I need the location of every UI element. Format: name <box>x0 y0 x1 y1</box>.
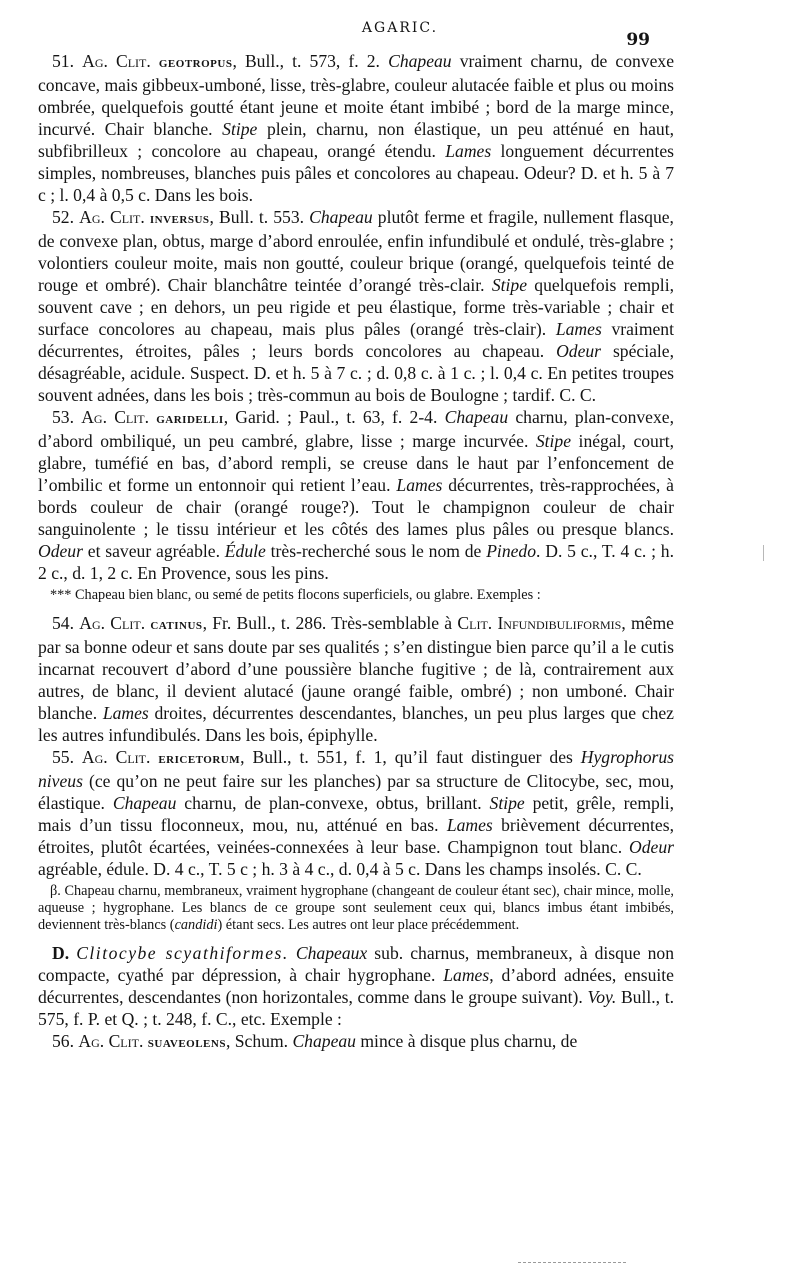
text-run: mince à disque plus charnu, de <box>355 1031 578 1051</box>
running-head: AGARIC. <box>361 20 439 36</box>
genus-abbrev: Ag. Clit. <box>81 747 151 767</box>
text-run: Très-semblable à <box>331 613 458 633</box>
italic-run: Pinedo <box>486 541 537 561</box>
text-run: charnu, de plan-convexe, obtus, brillant. <box>176 793 490 813</box>
section-label: D. <box>52 943 70 963</box>
genus-abbrev: Ag. Clit. <box>79 207 145 227</box>
text-run: spéciale, désagréable, acidule. Suspect. D. et h. 5 à 7 c. ; d. 0,8 c. à 1 c. ; l. 0,4 c. En petites troupes souvent adnées, dans les bois ; très-commun au bois de Boulogne ; tardif. C. C. <box>38 341 674 405</box>
species-name: inversus <box>149 210 210 227</box>
text-run: longuement décurrentes simples, nombreuses, blanches puis pâles et concolores au chapeau. Odeur? D. et h. 5 à 7 c ; l. 0,4 à 0,5 c. Dans les bois. <box>38 141 674 205</box>
italic-run: Stipe <box>222 119 258 139</box>
genus-abbrev: Ag. Clit. <box>78 1031 144 1051</box>
entry-number: 54. <box>52 613 74 633</box>
entry-text <box>288 1031 577 1051</box>
italic-run: Stipe <box>491 275 528 295</box>
italic-run: Stipe <box>489 793 525 813</box>
text-run: Clit. Infundibuliformis <box>457 613 622 633</box>
entry-52 <box>38 206 674 406</box>
italic-run: Chapeau <box>388 51 452 71</box>
italic-run: Lames <box>555 319 602 339</box>
italic-run: Chapeau <box>112 793 177 813</box>
italic-run: Lames <box>102 703 149 723</box>
citation: , Fr. Bull., t. 286. <box>202 613 327 633</box>
section-title: Clitocybe scyathiformes. <box>76 943 289 963</box>
citation: , Schum. <box>225 1031 289 1051</box>
italic-run: Édule <box>224 541 266 561</box>
genus-abbrev: Ag. Clit. <box>79 613 146 633</box>
note-text <box>38 883 674 933</box>
entry-number: 51. <box>52 51 74 71</box>
text-run: vraiment décurrentes, étroites, pâles ; leurs bords concolores au chapeau. <box>38 319 674 361</box>
text-run: β. Chapeau charnu, membraneux, vraiment hygrophane (changeant de couleur étant sec), chair mince, molle, aqueuse ; hygrophane. Les blancs de ce groupe sont seulement ceux qui, blancs imbus étant imbibés, deviennent très-blancs ( <box>38 883 674 933</box>
species-name: suaveolens <box>147 1034 226 1051</box>
section-d <box>38 942 674 1030</box>
text-run: très-recherché sous le nom de <box>265 541 487 561</box>
species-name: geotropus <box>158 54 233 71</box>
text-run: inégal, court, glabre, tuméfié en bas, d’abord rempli, se creuse dans le haut par l’enfoncement de l’ombilic et forme un entonnoir qui retient l’eau. <box>38 431 675 495</box>
citation: , Bull. t. 553. <box>209 207 305 227</box>
italic-run: Odeur <box>556 341 602 361</box>
text-run: décurrentes, très-rapprochées, à bords couleur de chair (orangé rouge?). Tout le champignon couleur de chair sanguinolente ; le tissu intérieur et les côtés des lames plus pâles ou presque blancs. <box>38 475 674 539</box>
entry-55 <box>38 746 674 880</box>
text-run: sub. charnus, membraneux, à disque non compacte, cyathé par dépression, à chair hygrophane. <box>38 943 674 985</box>
entry-number: 55. <box>52 747 74 767</box>
italic-run: Odeur <box>629 837 674 857</box>
italic-run: Lames <box>445 141 492 161</box>
italic-run: Chapeau <box>309 207 373 227</box>
text-run: agréable, édule. D. 4 c., T. 5 c ; h. 3 à 4 c., d. 0,4 à 5 c. Dans les champs insolés. C. C. <box>38 859 642 879</box>
italic-run: Voy. <box>587 987 617 1007</box>
genus-abbrev: Ag. Clit. <box>82 51 151 71</box>
text-run: , même par sa bonne odeur et sans doute par ses qualités ; s’en distingue bien parce qu’il a le cutis incarnat recouvert d’abord d’une poussière blanche fugitive ; de là, contrairement aux autres, de blanc, il devient alutacé (jaune orangé faible, ombré) ; non umboné. Chair blanche. <box>38 613 674 723</box>
text-run: Bull., t. 575, f. P. et Q. ; t. 248, f. C., etc. Exemple : <box>38 987 674 1029</box>
italic-run: Odeur <box>38 541 83 561</box>
group-note-beta <box>38 883 674 934</box>
italic-run: Lames <box>446 815 493 835</box>
text-run: plutôt ferme et fragile, nullement flasque, de convexe plan, obtus, marge d’abord enroulée, enfin infundibulé et ondulé, très-glabre ; volontiers couleur moite, mais non goutté, couleur brique (orangé, quelquefois teinté de rouge et ombré). Chair blanchâtre teintée d’orangé très-clair. <box>38 207 674 295</box>
text-run: brièvement décurrentes, étroites, plutôt écartées, veinées-connexées à leur base. Champignon tout blanc. <box>38 815 674 857</box>
text-run: charnu, plan-convexe, d’abord ombiliqué, un peu cambré, glabre, lisse ; marge incurvée. <box>38 407 674 451</box>
italic-run: Lames <box>443 965 490 985</box>
entry-56 <box>38 1030 674 1054</box>
text-run: ) étant secs. Les autres ont leur place précédemment. <box>217 917 520 933</box>
citation: , Garid. ; Paul., t. 63, f. 2-4. <box>223 407 438 427</box>
italic-run: Chapeau <box>444 407 509 427</box>
text-run: et saveur agréable. <box>82 541 225 561</box>
genus-abbrev: Ag. Clit. <box>81 407 149 427</box>
italic-run: Stipe <box>535 431 572 451</box>
margin-mark <box>763 545 764 561</box>
text-run: qu’il faut distinguer des <box>386 747 581 767</box>
entry-53 <box>38 406 674 584</box>
text-run: , d’abord adnées, ensuite décurrentes, descendantes (non horizontales, comme dans le groupe suivant). <box>38 965 674 1007</box>
text-run: vraiment charnu, de convexe concave, mais gibbeux-umboné, lisse, très-glabre, couleur alutacée faible et plus ou moins ombrée, quelquefois goutté étant jeune et moite étant imbibé ; bord de la marge mince, incurvé. Chair blanche. <box>38 51 675 139</box>
citation: , Bull., t. 551, f. 1, <box>240 747 387 767</box>
italic-run: Lames <box>396 475 443 495</box>
italic-run: Hygrophorus niveus <box>38 747 674 791</box>
italic-run: Chapeau <box>292 1031 356 1051</box>
text-run: . D. 5 c., T. 4 c. ; h. 2 c., d. 1, 2 c. En Provence, sous les pins. <box>38 541 675 583</box>
page-number: 99 <box>626 30 650 50</box>
group-note: *** Chapeau bien blanc, ou semé de petits flocons superficiels, ou glabre. Exemples : <box>50 587 541 603</box>
species-name: ericetorum <box>158 750 241 767</box>
entry-text <box>38 407 674 583</box>
entry-number: 52. <box>52 207 74 227</box>
entry-text <box>38 51 674 205</box>
footer-rule <box>518 1262 626 1263</box>
species-name: catinus <box>150 616 203 633</box>
entry-text <box>38 207 674 405</box>
entry-number: 53. <box>52 407 74 427</box>
citation: , Bull., t. 573, f. 2. <box>232 51 380 71</box>
species-name: garidelli <box>156 410 224 427</box>
text-run: quelquefois rempli, souvent cave ; en dehors, un peu rigide et peu élastique, forme très-variable ; chair et surface concolores au chapeau, mais plus pâles (orangé très-clair). <box>38 275 674 339</box>
entry-number: 56. <box>52 1031 74 1051</box>
text-run: petit, grêle, rempli, mais d’un tissu floconneux, mou, nu, atténué en bas. <box>38 793 674 835</box>
text-run: droites, décurrentes descendantes, blanches, un peu plus larges que chez les autres infundibulés. Dans les bois, épiphylle. <box>38 703 674 745</box>
entry-51 <box>38 50 674 206</box>
page-body <box>38 50 674 1054</box>
page-header <box>0 14 800 50</box>
italic-run: candidi <box>174 917 218 933</box>
entry-54 <box>38 612 674 746</box>
text-run: (ce qu’on ne peut faire sur les planches) par sa structure de Clitocybe, sec, mou, élastique. <box>38 771 674 813</box>
text-run: plein, charnu, non élastique, un peu atténué en haut, subfibrilleux ; concolore au chapeau, orangé étendu. <box>38 119 674 161</box>
italic-run: Chapeaux <box>295 943 368 963</box>
text-run <box>289 943 296 963</box>
